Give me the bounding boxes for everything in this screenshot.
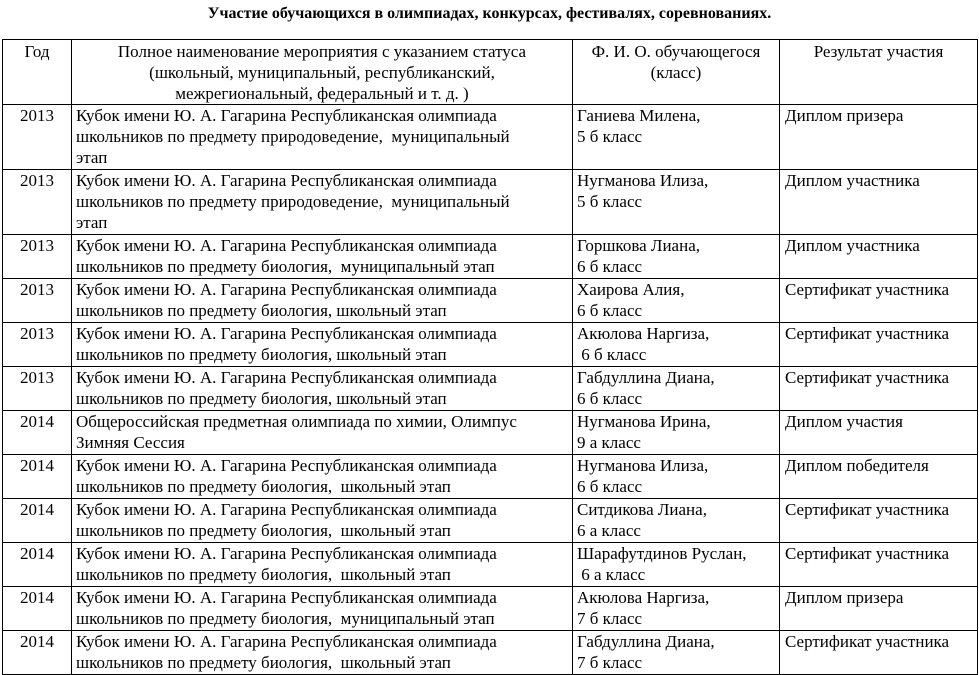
table-row bbox=[3, 170, 978, 235]
table-row bbox=[3, 279, 978, 323]
cell-year: 2014 bbox=[3, 499, 72, 543]
header-year: Год bbox=[3, 40, 72, 105]
cell-year: 2014 bbox=[3, 631, 72, 675]
cell-event bbox=[72, 367, 573, 411]
cell-event bbox=[72, 170, 573, 235]
student-class: 6 б класс bbox=[577, 345, 647, 364]
header-student: Ф. И. О. обучающегося (класс) bbox=[573, 40, 780, 105]
cell-student bbox=[573, 105, 780, 170]
cell-year: 2013 bbox=[3, 170, 72, 235]
cell-year: 2014 bbox=[3, 543, 72, 587]
cell-event bbox=[72, 631, 573, 675]
student-name: Нугманова Илиза, bbox=[577, 171, 709, 190]
cell-student bbox=[573, 543, 780, 587]
student-name: Нугманова Илиза, bbox=[577, 456, 709, 475]
table-row bbox=[3, 543, 978, 587]
event-line: Кубок имени Ю. А. Гагарина Республиканская олимпиада bbox=[76, 106, 497, 125]
student-class: 6 б класс bbox=[577, 301, 643, 320]
event-line: школьников по предмету природоведение, муниципальный bbox=[76, 192, 510, 211]
event-line: Кубок имени Ю. А. Гагарина Республиканская олимпиада bbox=[76, 500, 497, 519]
event-line: Кубок имени Ю. А. Гагарина Республиканская олимпиада bbox=[76, 236, 497, 255]
event-line: школьников по предмету биология, школьный этап bbox=[76, 521, 451, 540]
student-class: 6 б класс bbox=[577, 477, 643, 496]
cell-year: 2014 bbox=[3, 587, 72, 631]
event-line: школьников по предмету биология, школьный этап bbox=[76, 477, 451, 496]
cell-student bbox=[573, 411, 780, 455]
cell-year: 2013 bbox=[3, 323, 72, 367]
event-line: школьников по предмету биология, школьный этап bbox=[76, 345, 447, 364]
event-line: Кубок имени Ю. А. Гагарина Республиканская олимпиада bbox=[76, 544, 497, 563]
event-line: Зимняя Сессия bbox=[76, 433, 185, 452]
cell-result: Сертификат участника bbox=[780, 499, 978, 543]
student-name: Ганиева Милена, bbox=[577, 106, 701, 125]
table-row bbox=[3, 587, 978, 631]
event-line: этап bbox=[76, 213, 108, 232]
cell-event bbox=[72, 499, 573, 543]
student-class: 6 б класс bbox=[577, 257, 643, 276]
cell-student bbox=[573, 323, 780, 367]
cell-result: Сертификат участника bbox=[780, 367, 978, 411]
cell-result: Сертификат участника bbox=[780, 279, 978, 323]
cell-result: Диплом призера bbox=[780, 105, 978, 170]
cell-student bbox=[573, 170, 780, 235]
event-line: Кубок имени Ю. А. Гагарина Республиканская олимпиада bbox=[76, 171, 497, 190]
header-event: Полное наименование мероприятия с указанием статуса (школьный, муниципальный, республиканский, межрегиональный, федеральный и т. д. ) bbox=[72, 40, 573, 105]
cell-result: Сертификат участника bbox=[780, 631, 978, 675]
student-class: 7 б класс bbox=[577, 653, 643, 672]
cell-student bbox=[573, 455, 780, 499]
student-name: Габдуллина Диана, bbox=[577, 368, 715, 387]
table-header-row bbox=[3, 40, 978, 105]
event-line: школьников по предмету биология, школьный этап bbox=[76, 653, 451, 672]
cell-year: 2014 bbox=[3, 411, 72, 455]
event-line: школьников по предмету биология, муниципальный этап bbox=[76, 257, 495, 276]
cell-student bbox=[573, 499, 780, 543]
table-row bbox=[3, 367, 978, 411]
cell-result: Сертификат участника bbox=[780, 323, 978, 367]
student-class: 7 б класс bbox=[577, 609, 643, 628]
event-line: Кубок имени Ю. А. Гагарина Республиканская олимпиада bbox=[76, 280, 497, 299]
student-name: Хаирова Алия, bbox=[577, 280, 685, 299]
cell-result: Сертификат участника bbox=[780, 543, 978, 587]
cell-student bbox=[573, 279, 780, 323]
student-name: Нугманова Ирина, bbox=[577, 412, 711, 431]
table-row bbox=[3, 323, 978, 367]
event-line: школьников по предмету биология, муниципальный этап bbox=[76, 609, 495, 628]
cell-event bbox=[72, 587, 573, 631]
event-line: Кубок имени Ю. А. Гагарина Республиканская олимпиада bbox=[76, 588, 497, 607]
event-line: Кубок имени Ю. А. Гагарина Республиканская олимпиада bbox=[76, 632, 497, 651]
cell-year: 2013 bbox=[3, 367, 72, 411]
student-class: 6 а класс bbox=[577, 521, 641, 540]
event-line: этап bbox=[76, 148, 108, 167]
student-name: Ситдикова Лиана, bbox=[577, 500, 707, 519]
table-row bbox=[3, 105, 978, 170]
event-line: Кубок имени Ю. А. Гагарина Республиканская олимпиада bbox=[76, 324, 497, 343]
cell-result: Диплом победителя bbox=[780, 455, 978, 499]
cell-event bbox=[72, 235, 573, 279]
cell-result: Диплом участника bbox=[780, 235, 978, 279]
table-row bbox=[3, 455, 978, 499]
cell-year: 2013 bbox=[3, 235, 72, 279]
table-row bbox=[3, 411, 978, 455]
cell-student bbox=[573, 631, 780, 675]
event-line: школьников по предмету биология, школьный этап bbox=[76, 389, 447, 408]
event-line: школьников по предмету природоведение, муниципальный bbox=[76, 127, 510, 146]
cell-event bbox=[72, 411, 573, 455]
student-name: Акюлова Наргиза, bbox=[577, 588, 710, 607]
student-name: Горшкова Лиана, bbox=[577, 236, 700, 255]
cell-event bbox=[72, 323, 573, 367]
student-class: 6 б класс bbox=[577, 389, 643, 408]
event-line: Общероссийская предметная олимпиада по химии, Олимпус bbox=[76, 412, 517, 431]
student-class: 9 а класс bbox=[577, 433, 641, 452]
student-name: Шарафутдинов Руслан, bbox=[577, 544, 747, 563]
cell-year: 2014 bbox=[3, 455, 72, 499]
student-name: Акюлова Наргиза, bbox=[577, 324, 710, 343]
table-row bbox=[3, 499, 978, 543]
cell-result: Диплом участия bbox=[780, 411, 978, 455]
cell-result: Диплом участника bbox=[780, 170, 978, 235]
student-class: 5 б класс bbox=[577, 127, 643, 146]
cell-event bbox=[72, 105, 573, 170]
olympiad-table bbox=[2, 39, 978, 675]
event-line: школьников по предмету биология, школьный этап bbox=[76, 301, 447, 320]
cell-result: Диплом призера bbox=[780, 587, 978, 631]
cell-student bbox=[573, 235, 780, 279]
document-title: Участие обучающихся в олимпиадах, конкурсах, фестивалях, соревнованиях. bbox=[207, 5, 772, 22]
event-line: Кубок имени Ю. А. Гагарина Республиканская олимпиада bbox=[76, 368, 497, 387]
student-class: 6 а класс bbox=[577, 565, 646, 584]
table-row bbox=[3, 235, 978, 279]
header-result: Результат участия bbox=[780, 40, 978, 105]
student-class: 5 б класс bbox=[577, 192, 643, 211]
cell-event bbox=[72, 543, 573, 587]
student-name: Габдуллина Диана, bbox=[577, 632, 715, 651]
cell-event bbox=[72, 279, 573, 323]
cell-year: 2013 bbox=[3, 279, 72, 323]
event-line: школьников по предмету биология, школьный этап bbox=[76, 565, 451, 584]
cell-student bbox=[573, 367, 780, 411]
event-line: Кубок имени Ю. А. Гагарина Республиканская олимпиада bbox=[76, 456, 497, 475]
cell-year: 2013 bbox=[3, 105, 72, 170]
table-row bbox=[3, 631, 978, 675]
cell-student bbox=[573, 587, 780, 631]
cell-event bbox=[72, 455, 573, 499]
